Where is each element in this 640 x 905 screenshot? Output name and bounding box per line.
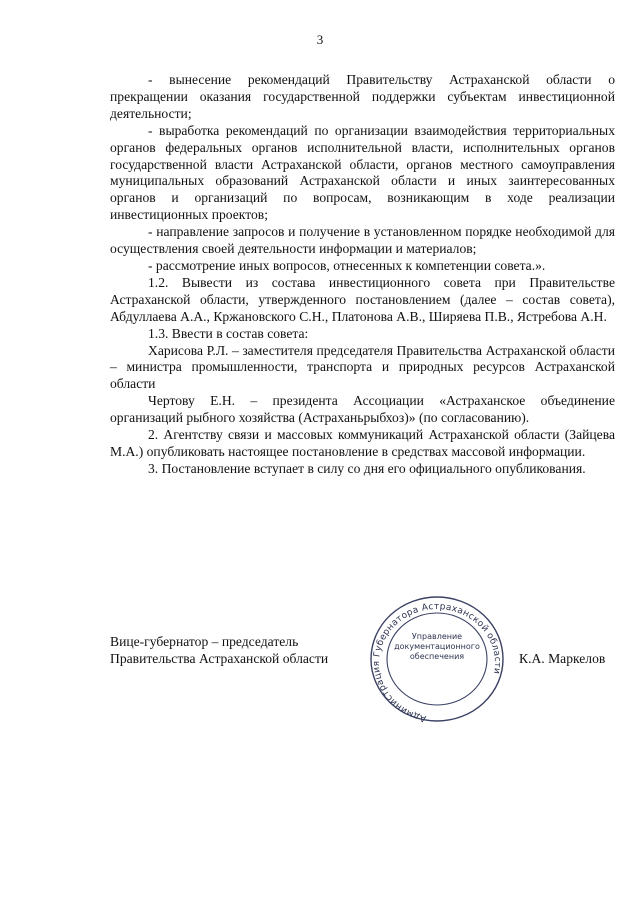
seal-ring-text: Администрация Губернатора Астраханской области (371, 601, 503, 724)
signatory-name: К.А. Маркелов (519, 651, 606, 666)
paragraph: - выработка рекомендаций по организации взаимодействия территориальных органов федеральных органов исполнительной власти, исполнительных органов государственной власти Астраханской области, органов местного самоуправления муниципальных образований Астраханской области и иных заинтересованных органов и организаций по вопросам, возникающим в ходе реализации инвестиционных проектов; (110, 122, 615, 223)
paragraph: - вынесение рекомендаций Правительству Астраханской области о прекращении оказания государственной поддержки субъектам инвестиционной деятельности; (110, 72, 615, 121)
paragraph: Харисова Р.Л. – заместителя председателя Правительства Астраханской области – министра промышленности, транспорта и природных ресурсов Астраханской области (110, 342, 615, 392)
paragraph: 2. Агентству связи и массовых коммуникаций Астраханской области (Зайцева М.А.) опубликовать настоящее постановление в средствах массовой информации. (110, 427, 615, 459)
seal-inner-line: обеспечения (409, 652, 465, 661)
official-seal (368, 594, 506, 724)
page-number: 3 (316, 32, 324, 47)
paragraph: 1.2. Вывести из состава инвестиционного совета при Правительстве Астраханской области, утвержденного постановлением (далее – состав совета), Абдуллаева А.А., Кржановского С.Н., Платонова А.В., Ширяева П.В., Ястребова А.Н. (110, 274, 615, 324)
paragraph: Чертову Е.Н. – президента Ассоциации «Астраханское объединение организаций рыбного хозяйства (Астраханьрыбхоз)» (по согласованию). (110, 393, 615, 426)
signatory-position-line: Вице-губернатор – председатель (110, 634, 299, 649)
paragraph: 1.3. Ввести в состав совета: (148, 325, 309, 341)
paragraph: 3. Постановление вступает в силу со дня его официального опубликования. (148, 460, 586, 476)
seal-inner-line: документационного (394, 642, 480, 651)
paragraph: - направление запросов и получение в установленном порядке необходимой для осуществления своей деятельности информации и материалов; (110, 224, 615, 257)
signatory-position-line: Правительства Астраханской области (110, 650, 329, 666)
seal-inner-text (393, 632, 481, 662)
paragraph: - рассмотрение иных вопросов, отнесенных к компетенции совета.». (148, 257, 546, 273)
document-body (110, 72, 615, 478)
signatory-position (110, 634, 370, 668)
seal-inner-line: Управление (411, 632, 463, 641)
